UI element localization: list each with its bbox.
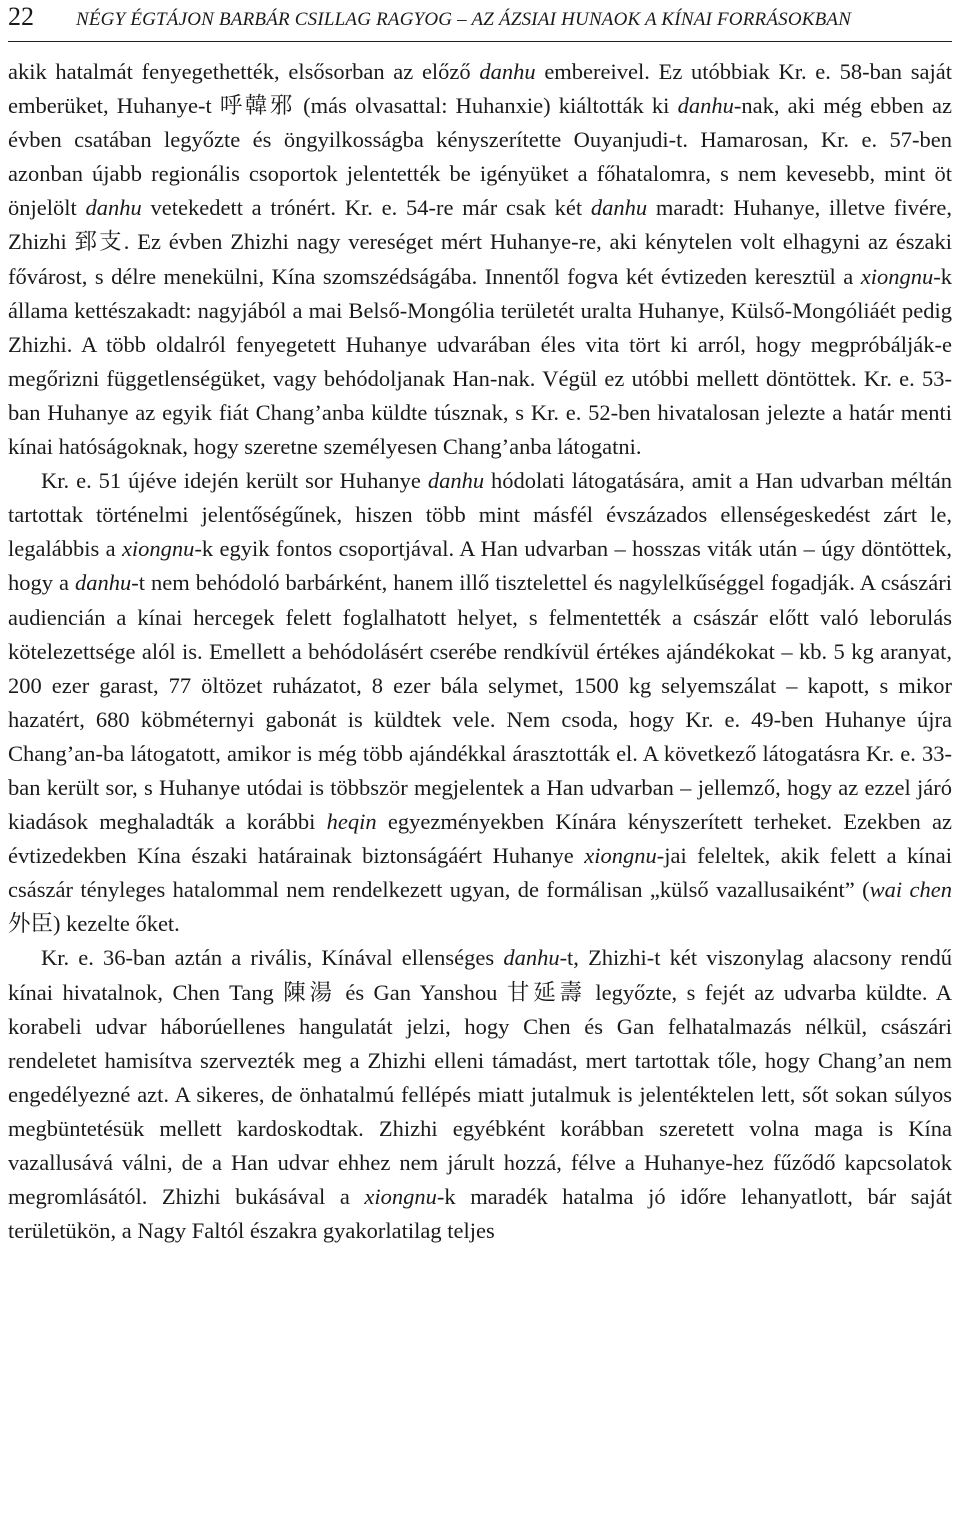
paragraph-2: [8, 464, 952, 941]
italic-term: danhu: [677, 93, 734, 119]
text-run: -k állama kettészakadt: nagyjából a mai Belső-Mongólia területét uralta Huhanye, Külső-Mongóliáét pedig Zhizhi. A több oldalról fenyegetett Huhanye udvarában éles vita tört ki arról, hogy megpróbálják-e megőrizni függetlenségüket, vagy behódoljanak Han-nak. Végül ez utóbbi mellett döntöttek. Kr. e. 53-ban Huhanye az egyik fiát Chang’anba küldte túsznak, s Kr. e. 52-ben hivatalosan jelezte a határ menti kínai hatóságoknak, hogy szeretne személyesen Chang’anba látogatni.: [8, 263, 952, 460]
header-divider: [8, 41, 952, 42]
body-text: [8, 55, 952, 1248]
text-run: -nak, aki még ebben az évben csatában legyőzte és öngyilkosságba kényszerítette Ouyanjudi-t. Hamarosan, Kr. e. 57-ben azonban újabb regionális csoportok jelentették be igényüket a főhatalomra, s nem kevesebb, mint öt önjelölt: [8, 93, 953, 221]
text-run: egyezményekben Kínára kényszerített terheket. Ezekben az évtizedekben Kína északi határainak biztonságáért Huhanye: [8, 809, 952, 869]
italic-term: danhu: [503, 945, 560, 971]
text-run: maradt: Huhanye, illetve fivére, Zhizhi 郅支. Ez évben Zhizhi nagy vereséget mért Huhanye-re, aki kénytelen volt elhagyni az északi fővárost, s délre menekülni, Kína szomszédságába. Innentől fogva két évtizeden keresztül a: [8, 195, 952, 289]
page-header: [8, 2, 952, 32]
text-run: 外臣) kezelte őket.: [8, 911, 180, 937]
italic-term: danhu: [479, 59, 536, 84]
page-number: 22: [8, 2, 34, 31]
text-run: akik hatalmát fenyegethették, elsősorban az előző: [8, 59, 480, 84]
italic-term: danhu: [75, 570, 132, 596]
paragraph-3: [8, 941, 952, 1248]
italic-term: xiongnu: [364, 1184, 437, 1210]
italic-term: xiongnu: [860, 263, 934, 289]
italic-term: xiongnu: [121, 536, 195, 562]
text-run: -k egyik fontos csoportjával. A Han udvarban – hosszas viták után – úgy döntöttek, hogy a: [8, 536, 952, 596]
italic-term: wai chen: [869, 877, 952, 903]
text-run: vetekedett a trónért. Kr. e. 54-re már csak két: [141, 195, 591, 221]
italic-term: danhu: [427, 468, 485, 494]
text-run: -jai feleltek, akik felett a kínai császár tényleges hatalommal nem rendelkezett ugyan, de formálisan „külső vazallusaiként” (: [8, 843, 952, 903]
text-run: -k maradék hatalma jó időre lehanyatlott, bár saját területükön, a Nagy Faltól északra gyakorlatilag teljes: [8, 1184, 952, 1244]
text-run: -t nem behódoló barbárként, hanem illő tisztelettel és nagylelkűséggel fogadják. A császári audiencián a kínai hercegek felett foglalhatott helyet, s felmentették a császár előtt való leborulás kötelezettsége alól is. Emellett a behódolásért cserébe rendkívül értékes ajándékokat – kb. 5 kg aranyat, 200 ezer garast, 77 öltözet ruházatot, 8 ezer bála selymet, 1500 kg selyemszálat – kapott, s mikor hazatért, 680 köbméternyi gabonát is küldtek vele. Nem csoda, hogy Kr. e. 49-ben Huhanye újra Chang’an-ba látogatott, amikor is még több ajándékkal árasztották el. A következő látogatásra Kr. e. 33-ban került sor, s Huhanye utódai is többször megjelentek a Han udvarban – jellemző, hogy az ezzel járó kiadások meghaladták a korábbi: [8, 570, 952, 835]
paragraph-1: [8, 55, 952, 464]
text-run: hódolati látogatására, amit a Han udvarban méltán tartottak történelmi jelentőségűnek, hiszen több mint másfél évszázados ellenségeskedést zárt le, legalábbis a: [8, 468, 952, 562]
text-run: Kr. e. 36-ban aztán a rivális, Kínával ellenséges: [41, 945, 504, 971]
italic-term: xiongnu: [584, 843, 657, 869]
text-run: embereivel. Ez utóbbiak Kr. e. 58-ban saját emberüket, Huhanye-t 呼韓邪 (más olvasattal: Huhanxie) kiáltották ki: [8, 59, 952, 119]
italic-term: danhu: [590, 195, 648, 221]
running-title: NÉGY ÉGTÁJON BARBÁR CSILLAG RAGYOG – AZ ÁZSIAI HUNAOK A KÍNAI FORRÁSOKBAN: [76, 9, 852, 30]
text-run: -t, Zhizhi-t két viszonylag alacsony rendű kínai hivatalnok, Chen Tang 陳湯 és Gan Yanshou 甘延壽 legyőzte, s fejét az udvarba küldte. A korabeli udvar háborúellenes hangulatát jelzi, hogy Chen és Gan felhatalmazás nélkül, császári rendeletet hamisítva szervezték meg a Zhizhi elleni támadást, mert tartottak tőle, hogy Chang’an nem engedélyezné azt. A sikeres, de önhatalmú fellépés miatt jutalmuk is jelentéktelen lett, sőt sokan súlyos megbüntetésük mellett kardoskodtak. Zhizhi egyébként korábban szeretett volna maga is Kína vazallusává válni, de a Han udvar ehhez nem járult hozzá, félve a Huhanye-hez fűződő kapcsolatok megromlásától. Zhizhi bukásával a: [8, 945, 953, 1210]
italic-term: heqin: [326, 809, 377, 835]
text-run: Kr. e. 51 újéve idején került sor Huhanye: [41, 468, 428, 494]
italic-term: danhu: [85, 195, 142, 221]
